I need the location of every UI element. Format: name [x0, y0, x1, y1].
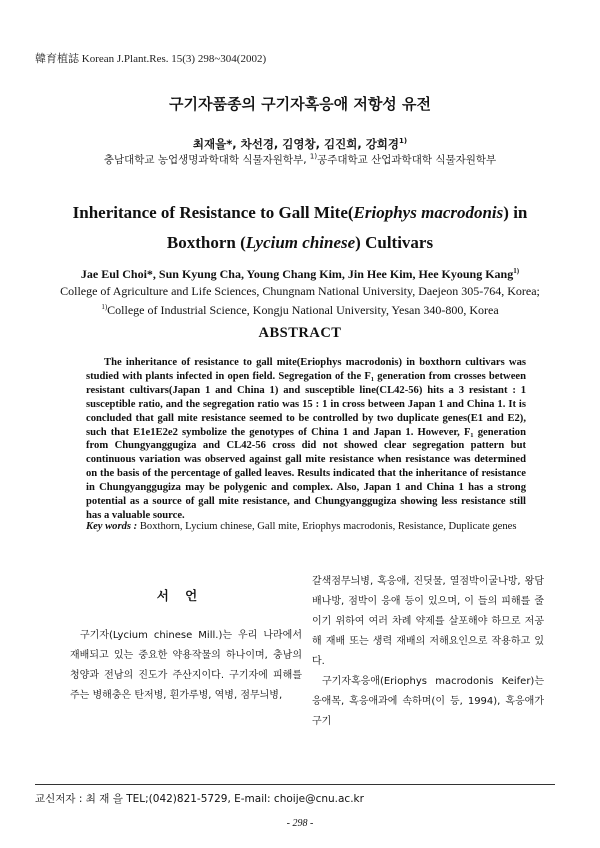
english-title-part: Boxthorn ( — [166, 233, 246, 252]
english-title-part: ) in — [503, 203, 528, 222]
intro-right-paragraph-1: 갈색점무늬병, 혹응애, 진딧물, 열점박이굴나방, 왕담배나방, 점박이 응애 등이 있으며, 이 들의 피해를 줄이기 위하여 여러 차례 약제를 살포해야 하므로 저공해 재배 또는 생력 재배의 저해요인으로 작용하고 있다. — [312, 576, 544, 667]
abstract-heading: ABSTRACT — [258, 325, 342, 341]
korean-authors-sup: 1) — [399, 137, 408, 146]
english-title-species: Eriophys macrodonis — [353, 203, 504, 222]
english-title-part: ) Cultivars — [355, 233, 434, 252]
korean-affiliation-sup: 1) — [309, 152, 318, 161]
english-authors — [0, 267, 600, 282]
english-title — [0, 198, 600, 258]
english-affiliation-2-text: College of Industrial Science, Kongju National University, Yesan 340-800, Korea — [107, 303, 499, 317]
korean-authors — [0, 136, 600, 152]
korean-affiliation-b: 공주대학교 산업과학대학 식물자원학부 — [317, 154, 497, 166]
english-title-species: Lycium chinese — [245, 233, 356, 252]
abstract-text: The inheritance of resistance to gall mite(Eriophys macrodonis) in boxthorn cultivars was studied with plants infected in open field. Segregation of the F₁ generation from crosses between resistant cultivars(Japan 1 and China 1) and susceptible line(CL42-56) hits a 3 resistant : 1 susceptible ratio, and the segregation ratio was 15 : 1 in cross between Japan 1 and China 1. It is concluded that gall mite resistance seemed to be controlled by two duplicate genes(E1 and E2), such that E1e1E2e2 symbolize the genotypes of China 1 and Japan 1. However, F₁ generation from Chungyanggugiza and CL42-56 cross did not showed clear segregation pattern but continuous variation was observed against gall mite resistance when resistance was determined on the basis of the percentage of galled leaves. Results indicated that the inheritance of resistance in Chungyanggugiza may be polygenic and complex. Also, Japan 1 and China 1 has a strong potential as a source of gall mite resistance, and Chungyanggugiza showing less resistance still has a valuable source. — [86, 357, 526, 521]
korean-affiliation — [0, 152, 600, 167]
english-authors-names: Jae Eul Choi*, Sun Kyung Cha, Young Chang Kim, Jin Hee Kim, Hee Kyoung Kang — [80, 267, 514, 281]
footnote-divider — [35, 784, 555, 785]
english-affiliation-2 — [0, 299, 600, 318]
english-affiliation-2-sup: 1) — [101, 303, 108, 311]
section-heading-introduction: 서 언 — [156, 588, 204, 603]
english-affiliation-1: College of Agriculture and Life Sciences, Chungnam National University, Daejeon 305-764, Korea; — [60, 284, 540, 298]
correspondence-footnote: 교신저자 : 최 재 을 TEL;(042)821-5729, E-mail: choije@cnu.ac.kr — [35, 793, 364, 805]
korean-affiliation-a: 충남대학교 농업생명과학대학 식물자원학부, — [103, 154, 307, 166]
english-title-line2 — [0, 228, 600, 258]
keywords — [86, 520, 526, 534]
keywords-label: Key words : — [86, 521, 138, 532]
english-authors-sup: 1) — [513, 267, 520, 275]
journal-header: 韓育植誌 Korean J.Plant.Res. 15(3) 298~304(2002) — [35, 53, 267, 65]
english-title-line1 — [0, 198, 600, 228]
page-number: - 298 - — [286, 818, 314, 829]
intro-right-column — [312, 572, 544, 732]
korean-title: 구기자품종의 구기자혹응애 저항성 유전 — [169, 95, 431, 113]
intro-right-paragraph-2: 구기자혹응애(Eriophys macrodonis Keifer)는 응애목, 혹응애과에 속하며(이 등, 1994), 혹응애가 구기 — [312, 676, 544, 727]
intro-left-column: 구기자(Lycium chinese Mill.)는 우리 나라에서 재배되고 있는 중요한 약용작물의 하나이며, 충남의 청양과 전남의 진도가 주산지이다. 구기자에 피해를 주는 병해충은 탄저병, 흰가루병, 역병, 점무늬병, — [70, 630, 302, 701]
keywords-text: Boxthorn, Lycium chinese, Gall mite, Eriophys macrodonis, Resistance, Duplicate genes — [139, 521, 517, 532]
english-affiliations — [0, 283, 600, 318]
korean-authors-names: 최재을*, 차선경, 김영창, 김진희, 강희경 — [192, 137, 400, 151]
english-title-part: Inheritance of Resistance to Gall Mite( — [72, 203, 354, 222]
